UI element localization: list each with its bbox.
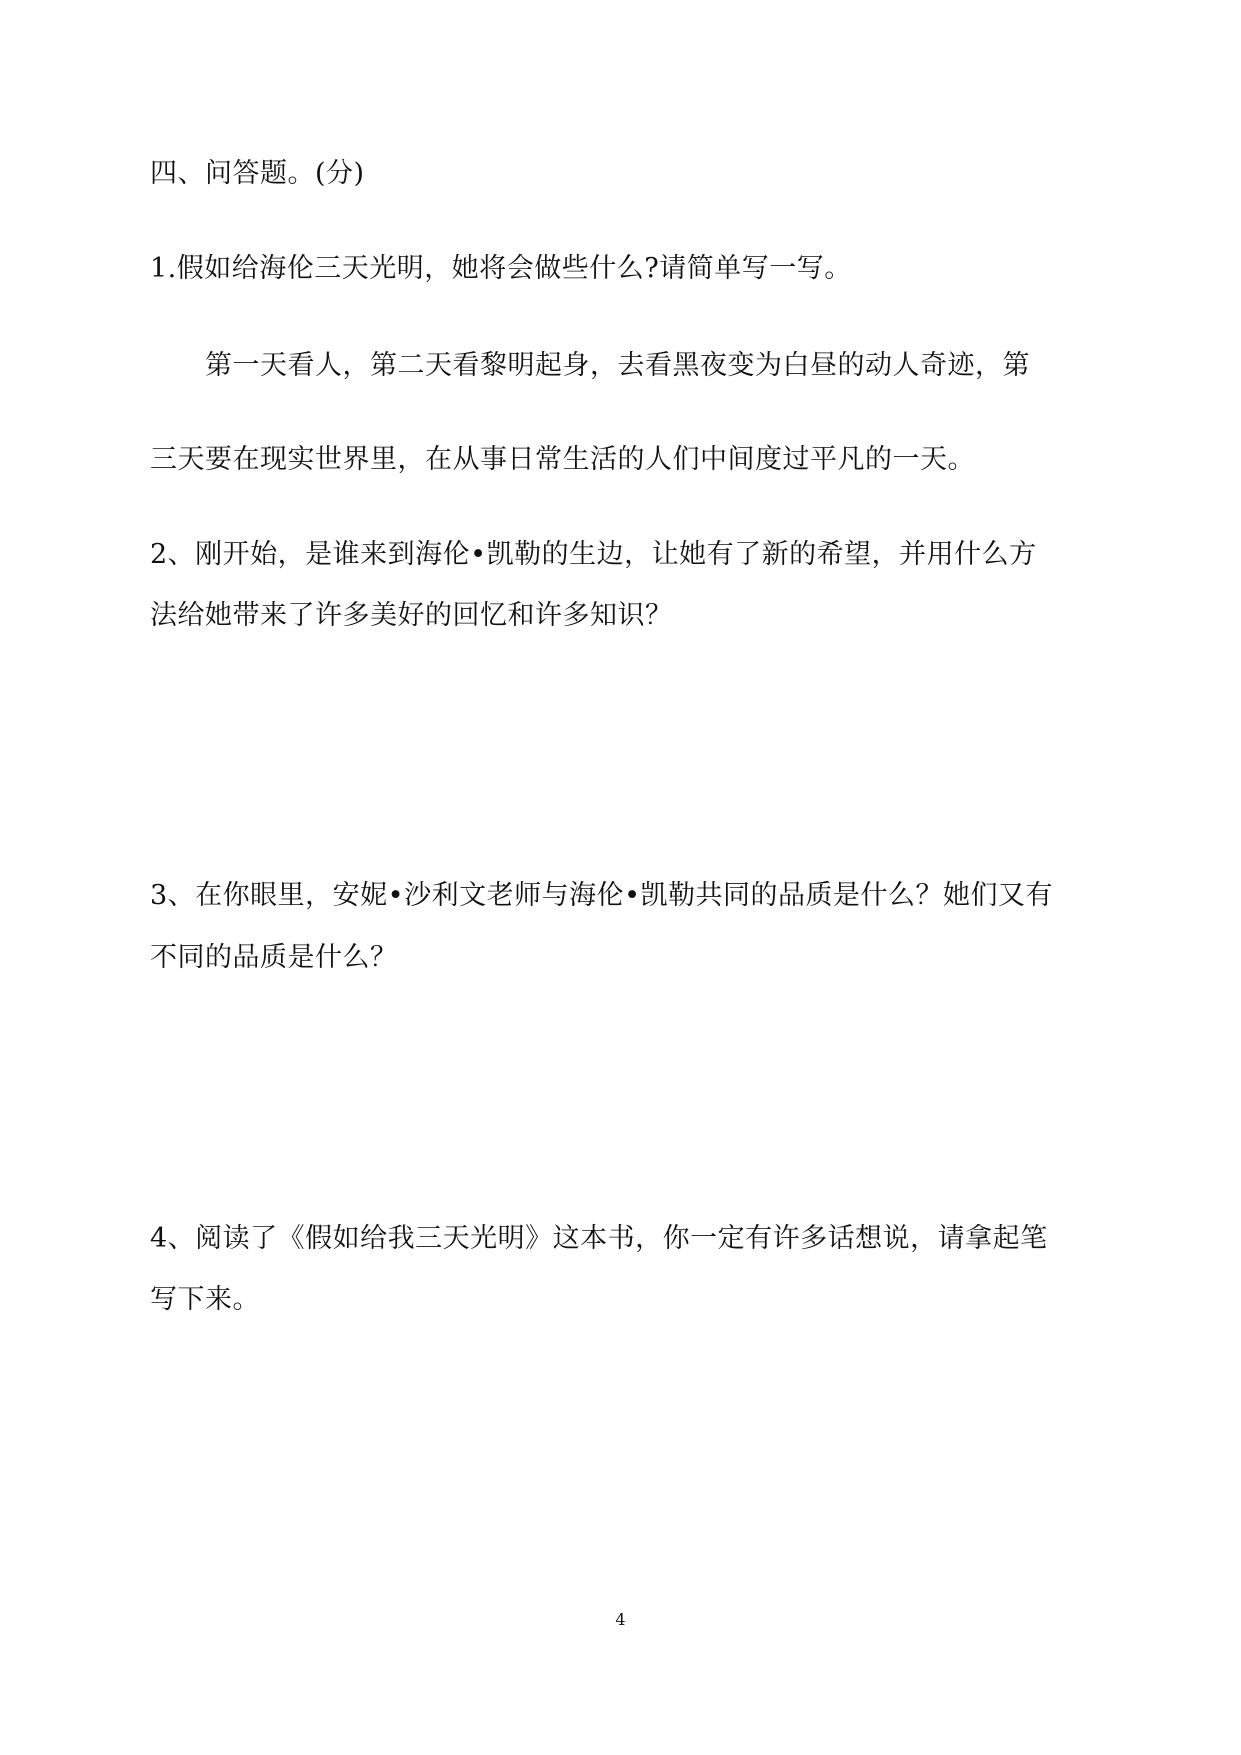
page-number: 4 <box>615 1610 626 1629</box>
question-3-prompt-line-1: 3、在你眼里，安妮•沙利文老师与海伦•凯勒共同的品质是什么？她们又有 <box>150 880 1054 911</box>
question-1-answer-line-2: 三天要在现实世界里，在从事日常生活的人们中间度过平凡的一天。 <box>150 444 975 475</box>
question-2-prompt-line-1: 2、刚开始，是谁来到海伦•凯勒的生边，让她有了新的希望，并用什么方 <box>150 539 1037 570</box>
question-3-prompt-line-2: 不同的品质是什么？ <box>150 942 398 973</box>
section-title: 四、问答题。(分) <box>150 158 365 189</box>
question-1-answer-line-1: 第一天看人，第二天看黎明起身，去看黑夜变为白昼的动人奇迹，第 <box>205 350 1030 381</box>
question-4-prompt-line-1: 4、阅读了《假如给我三天光明》这本书，你一定有许多话想说，请拿起笔 <box>150 1223 1048 1254</box>
question-2-prompt-line-2: 法给她带来了许多美好的回忆和许多知识？ <box>150 600 673 631</box>
question-4-prompt-line-2: 写下来。 <box>150 1284 260 1315</box>
question-1-prompt: 1.假如给海伦三天光明，她将会做些什么?请简单写一写。 <box>150 253 852 284</box>
